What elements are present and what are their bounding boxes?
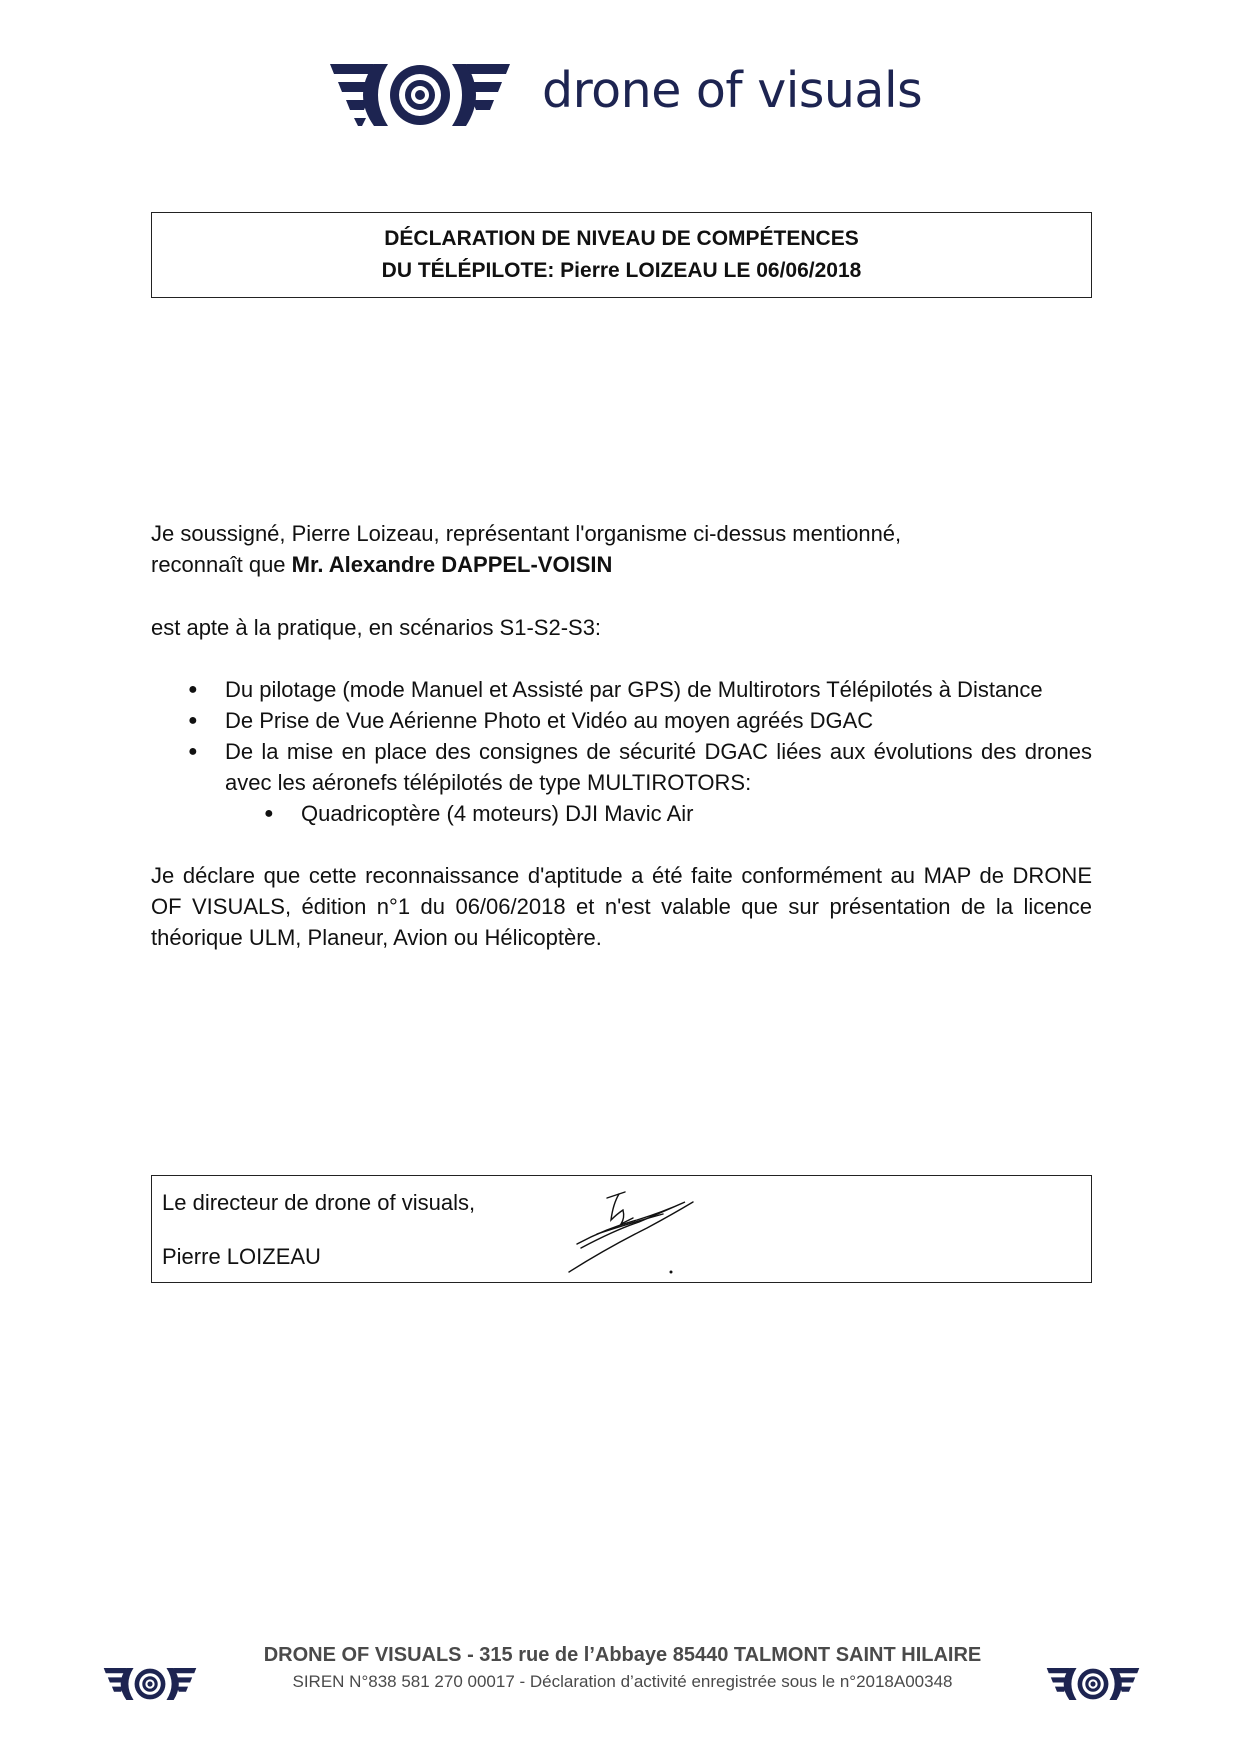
signatory-title: Le directeur de drone of visuals,	[162, 1190, 476, 1215]
competence-item: ● De Prise de Vue Aérienne Photo et Vidéo au moyen agréés DGAC	[151, 705, 1092, 736]
intro-line2-prefix: reconnaît que	[151, 552, 292, 577]
drone-of-visuals-logo-icon	[330, 60, 510, 130]
header-logo	[330, 60, 923, 130]
footer-registration: SIREN N°838 581 270 00017 - Déclaration d’activité enregistrée sous le n°2018A00348	[292, 1672, 953, 1691]
document-title-line1: DÉCLARATION DE NIVEAU DE COMPÉTENCES	[384, 227, 859, 250]
footer-address: DRONE OF VISUALS - 315 rue de l’Abbaye 85440 TALMONT SAINT HILAIRE	[263, 1644, 982, 1666]
aircraft-item: ● Quadricoptère (4 moteurs) DJI Mavic Air	[151, 798, 1092, 829]
intro-paragraph	[151, 518, 1092, 580]
intro-line2	[151, 549, 1092, 580]
signatory-name: Pierre LOIZEAU	[162, 1244, 321, 1269]
brand-name: drone of visuals	[542, 62, 923, 119]
intro-line1: Je soussigné, Pierre Loizeau, représentant l'organisme ci-dessus mentionné,	[151, 521, 902, 546]
drone-of-visuals-logo-icon	[103, 1666, 197, 1702]
handwritten-signature	[567, 1184, 707, 1274]
aptitude-statement: est apte à la pratique, en scénarios S1-S2-S3:	[151, 615, 602, 640]
declaration-paragraph: Je déclare que cette reconnaissance d'aptitude a été faite conformément au MAP de DRONE OF VISUALS, édition n°1 du 06/06/2018 et n'est valable que sur présentation de la licence théorique ULM, Planeur, Avion ou Hélicoptère.	[151, 863, 1092, 950]
competence-list	[151, 674, 1092, 829]
document-title-line2: DU TÉLÉPILOTE: Pierre LOIZEAU LE 06/06/2018	[381, 259, 862, 282]
drone-of-visuals-logo-icon	[1046, 1666, 1140, 1702]
signature-box	[151, 1175, 1092, 1283]
competence-item: ● De la mise en place des consignes de sécurité DGAC liées aux évolutions des drones avec les aéronefs télépilotés de type MULTIROTORS:	[151, 736, 1092, 798]
candidate-name: Mr. Alexandre DAPPEL-VOISIN	[291, 552, 613, 577]
competence-item: ● Du pilotage (mode Manuel et Assisté par GPS) de Multirotors Télépilotés à Distance	[151, 674, 1092, 705]
document-title-box	[151, 212, 1092, 298]
